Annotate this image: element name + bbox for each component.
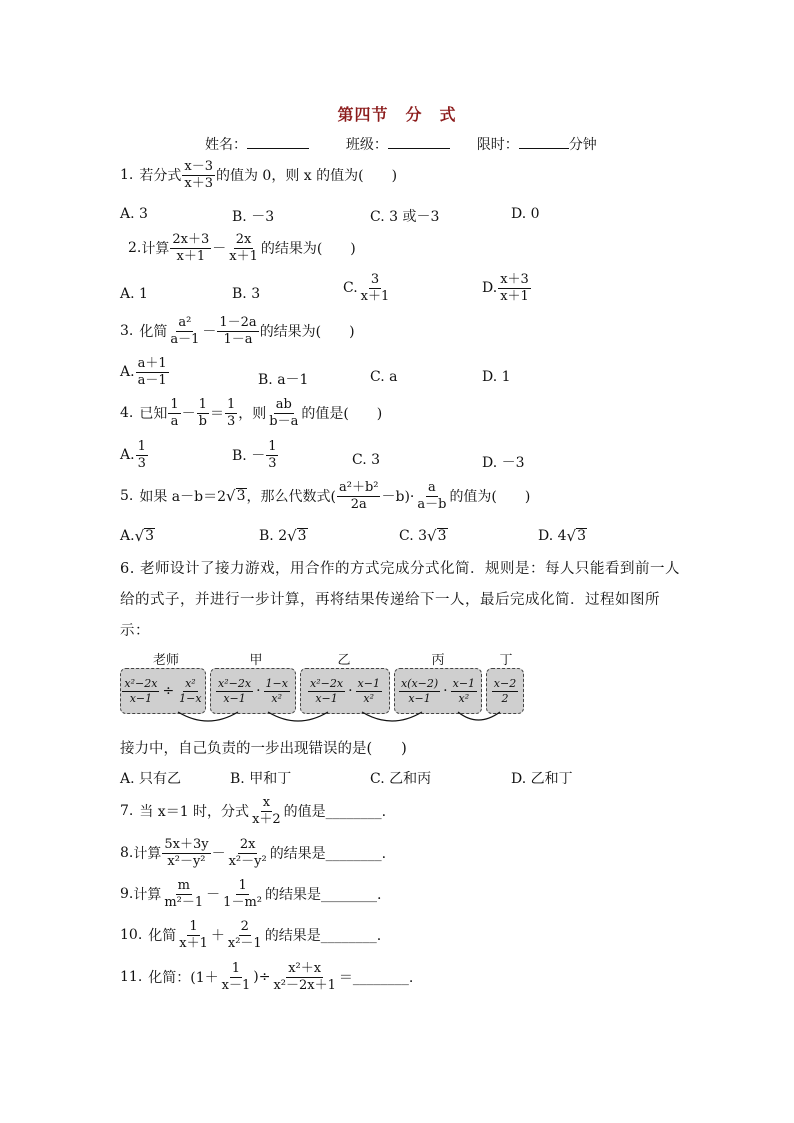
q5-option-b[interactable]: B. 2 √ 3 — [259, 527, 307, 546]
q8-text-pre: 计算 — [133, 846, 162, 863]
q7-text-post[interactable]: 的值是________. — [283, 804, 387, 821]
q1-text-pre: 若分式 — [139, 168, 182, 185]
q2-option-c[interactable]: C. 3 x＋1 — [343, 272, 390, 304]
q4-text-pre: 已知 — [139, 406, 168, 423]
name-label: 姓名： — [205, 137, 247, 153]
question-1 — [120, 160, 397, 190]
q5-number: 5. — [120, 488, 134, 505]
q4-option-c[interactable]: C. 3 — [352, 452, 381, 468]
q4-equals: ＝ — [209, 406, 224, 423]
q1-option-c[interactable]: C. 3 或－3 — [370, 209, 440, 225]
q6-option-a[interactable]: A. 只有乙 — [120, 771, 182, 787]
q11-text-post[interactable]: ＝________. — [338, 970, 414, 987]
q4-option-d[interactable]: D. －3 — [482, 455, 525, 471]
time-blank[interactable] — [519, 134, 569, 149]
q5-fraction-2: a a－b — [417, 480, 447, 512]
q2-minus: － — [212, 241, 227, 258]
relay-box-jia: x²−2x x−1 · 1−x x² — [210, 668, 296, 714]
relay-label-teacher: 老师 — [152, 653, 179, 668]
q5-text-mid: ，那么代数式( — [246, 489, 336, 506]
q5-text-post: 的值为( ) — [449, 489, 531, 506]
q4-fraction-a: 1 a — [170, 397, 179, 429]
relay-diagram — [118, 646, 528, 722]
relay-label-jia: 甲 — [249, 653, 263, 668]
q8-fraction-2: 2x x²－y² — [228, 837, 267, 869]
question-11 — [120, 962, 413, 992]
question-2 — [128, 233, 356, 263]
q10-text-post[interactable]: 的结果是________. — [264, 928, 382, 945]
time-unit: 分钟 — [568, 137, 597, 153]
q5-option-c[interactable]: C. 3 √ 3 — [399, 527, 447, 546]
q10-fraction-1: 1 x＋1 — [179, 919, 208, 951]
q3-option-a[interactable]: A. a＋1 a－1 — [120, 356, 167, 388]
q2-fraction-1: 2x＋3 x＋1 — [172, 232, 210, 264]
question-4 — [120, 398, 382, 428]
q8-minus: － — [211, 846, 226, 863]
relay-arrow-3 — [362, 712, 422, 721]
q2-text-pre: 计算 — [141, 241, 170, 258]
relay-arrow-1 — [178, 712, 238, 721]
section-title: 第四节 分 式 — [337, 105, 457, 124]
q8-fraction-1: 5x＋3y x²－y² — [164, 837, 209, 869]
question-3 — [120, 316, 355, 346]
q3-option-c[interactable]: C. a — [370, 369, 398, 385]
q4-fraction-b: 1 b — [198, 397, 207, 429]
q6-option-d[interactable]: D. 乙和丁 — [511, 771, 573, 787]
q9-number: 9. — [120, 886, 134, 903]
q10-plus: ＋ — [210, 928, 225, 945]
q11-number: 11. — [120, 969, 143, 986]
q11-text-mid: )÷ — [253, 969, 271, 986]
q5-text-mid2: －b)· — [381, 489, 415, 506]
q4-option-b[interactable]: B. － 1 3 — [232, 439, 277, 471]
q1-number: 1. — [120, 167, 134, 184]
q7-fraction: x x＋2 — [252, 795, 281, 827]
q3-number: 3. — [120, 323, 134, 340]
q6-option-b[interactable]: B. 甲和丁 — [230, 771, 292, 787]
q10-text-pre: 化简 — [148, 928, 177, 945]
q3-text-post: 的结果为( ) — [259, 324, 355, 341]
relay-arrows — [118, 646, 528, 726]
q3-option-d[interactable]: D. 1 — [482, 369, 511, 385]
relay-arrow-2 — [268, 712, 328, 721]
q6-question: 接力中，自己负责的一步出现错误的是( ) — [120, 741, 407, 757]
q1-text-post: 的值为 0，则 x 的值为( ) — [215, 168, 398, 185]
q3-option-b[interactable]: B. a－1 — [258, 372, 309, 388]
q9-text-pre: 计算 — [133, 887, 162, 904]
q9-minus: － — [206, 887, 221, 904]
q11-fraction-1: 1 x－1 — [221, 961, 251, 993]
q4-number: 4. — [120, 405, 134, 422]
relay-label-ding: 丁 — [499, 653, 513, 668]
q3-text-pre: 化简 — [139, 324, 168, 341]
q2-number: 2. — [128, 240, 142, 257]
q3-fraction-2: 1－2a 1－a — [219, 315, 257, 347]
q4-text-post: 的值是( ) — [301, 406, 383, 423]
q1-fraction: x－3 x＋3 — [184, 159, 213, 191]
q5-text-pre: 如果 a－b＝2 — [139, 489, 227, 506]
q11-text-pre: 化简：(1＋ — [148, 970, 219, 987]
relay-box-ding: x−2 2 — [486, 668, 524, 714]
question-10 — [120, 920, 381, 950]
q4-fraction-e: ab b－a — [269, 397, 299, 429]
question-8 — [120, 838, 386, 868]
q11-fraction-2: $\frac{\text{x²＋x}}{\text{x²－2x＋1}}$ — [273, 961, 336, 993]
q3-minus: － — [202, 324, 217, 341]
q5-option-a[interactable]: A. √ 3 — [120, 527, 155, 546]
q5-option-d[interactable]: D. 4 √ 3 — [538, 527, 587, 546]
question-5 — [120, 481, 530, 511]
relay-box-yi: x²−2x x−1 · x−1 x² — [300, 668, 390, 714]
q3-fraction-1: a² a－1 — [170, 315, 200, 347]
q2-fraction-2: 2x x＋1 — [229, 232, 258, 264]
q7-text-pre: 当 x＝1 时，分式 — [139, 804, 250, 821]
q8-text-post[interactable]: 的结果是________. — [269, 846, 387, 863]
relay-label-bing: 丙 — [431, 653, 445, 668]
q9-fraction-1: m m²－1 — [164, 878, 204, 910]
q1-option-a[interactable]: A. 3 — [120, 206, 148, 222]
question-9 — [120, 879, 381, 909]
q9-fraction-2: 1 1－m² — [223, 878, 262, 910]
q10-number: 10. — [120, 927, 143, 944]
class-label: 班级： — [345, 137, 388, 153]
q6-option-c[interactable]: C. 乙和丙 — [370, 771, 432, 787]
q2-option-d[interactable]: D. x＋3 x＋1 — [482, 272, 529, 304]
q4-text-mid: ，则 — [238, 406, 267, 423]
q5-fraction-1: a²＋b² 2a — [338, 480, 379, 512]
q7-number: 7. — [120, 803, 134, 820]
q6-text: 6. 老师设计了接力游戏，用合作的方式完成分式化简．规则是：每人只能看到前一人给的式子，并进行一步计算，再将结果传递给下一人，最后完成化简．过程如图所示： — [120, 561, 680, 639]
relay-label-yi: 乙 — [337, 653, 351, 668]
class-blank[interactable] — [388, 134, 450, 149]
q4-fraction-c: 1 3 — [226, 397, 236, 429]
q2-option-b[interactable]: B. 3 — [232, 286, 261, 302]
q5-sqrt: √ 3 — [226, 487, 246, 506]
q2-text-post: 的结果为( ) — [260, 241, 356, 258]
name-blank[interactable] — [247, 134, 309, 149]
q9-text-post[interactable]: 的结果是________. — [264, 887, 382, 904]
q1-option-b[interactable]: B. －3 — [232, 209, 275, 225]
q2-option-a[interactable]: A. 1 — [120, 286, 148, 302]
q10-fraction-2: 2 x²－1 — [227, 919, 262, 951]
relay-box-teacher: $\frac{\text{x²−2x}}{x-1}$ ÷ $\frac{\text{x²}}{1-x}$ — [120, 668, 206, 714]
relay-box-bing: x(x−2) x−1 · x−1 x² — [394, 668, 482, 714]
q4-minus: － — [181, 406, 196, 423]
student-info-line — [205, 134, 597, 154]
question-7 — [120, 796, 386, 826]
relay-arrow-4 — [458, 712, 500, 720]
q1-option-d[interactable]: D. 0 — [511, 206, 540, 222]
time-label: 限时： — [476, 137, 519, 153]
q4-option-a[interactable]: A. 1 3 — [120, 439, 146, 471]
q8-number: 8. — [120, 845, 134, 862]
